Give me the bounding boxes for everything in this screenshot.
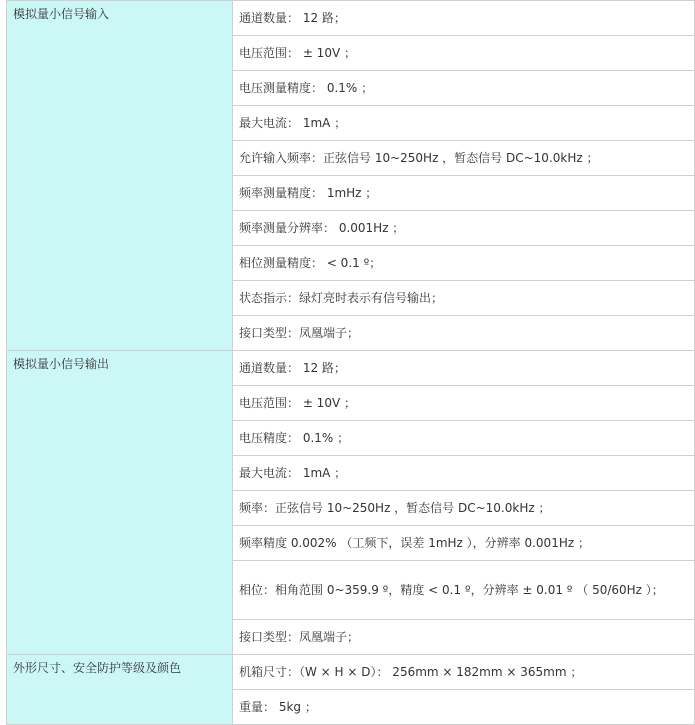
- spec-table: [6, 0, 695, 725]
- spec-value: 通道数量： 12 路；: [233, 1, 695, 36]
- category-cell-signal-output: 模拟量小信号输出: [7, 351, 233, 655]
- spec-value: 通道数量： 12 路；: [233, 351, 695, 386]
- spec-value: 接口类型：凤凰端子；: [233, 316, 695, 351]
- table-row: [7, 655, 695, 690]
- spec-value: 电压范围： ± 10V ；: [233, 36, 695, 71]
- category-cell-signal-input: 模拟量小信号输入: [7, 1, 233, 351]
- spec-value: 电压范围： ± 10V ；: [233, 386, 695, 421]
- category-cell-dimensions: 外形尺寸、安全防护等级及颜色: [7, 655, 233, 725]
- table-row: [7, 351, 695, 386]
- spec-value: 电压精度： 0.1% ；: [233, 421, 695, 456]
- spec-value: 机箱尺寸：（W × H × D）： 256mm × 182mm × 365mm ；: [233, 655, 695, 690]
- spec-value: 频率测量精度： 1mHz ；: [233, 176, 695, 211]
- spec-value: 频率：正弦信号 10~250Hz ，暂态信号 DC~10.0kHz ；: [233, 491, 695, 526]
- spec-value: 频率测量分辨率： 0.001Hz ；: [233, 211, 695, 246]
- spec-value: 允许输入频率：正弦信号 10~250Hz ，暂态信号 DC~10.0kHz ；: [233, 141, 695, 176]
- spec-value: 最大电流： 1mA ；: [233, 456, 695, 491]
- spec-value: 相位测量精度： < 0.1 º；: [233, 246, 695, 281]
- spec-value: 接口类型：凤凰端子；: [233, 620, 695, 655]
- spec-value: 重量： 5kg ；: [233, 690, 695, 725]
- table-row: [7, 1, 695, 36]
- spec-value: 相位：相角范围 0~359.9 º，精度 < 0.1 º，分辨率 ± 0.01 º （ 50/60Hz ）；: [233, 561, 695, 620]
- spec-value: 最大电流： 1mA ；: [233, 106, 695, 141]
- spec-value: 状态指示：绿灯亮时表示有信号输出；: [233, 281, 695, 316]
- spec-value: 频率精度 0.002% （工频下，误差 1mHz ），分辨率 0.001Hz ；: [233, 526, 695, 561]
- spec-value: 电压测量精度： 0.1% ；: [233, 71, 695, 106]
